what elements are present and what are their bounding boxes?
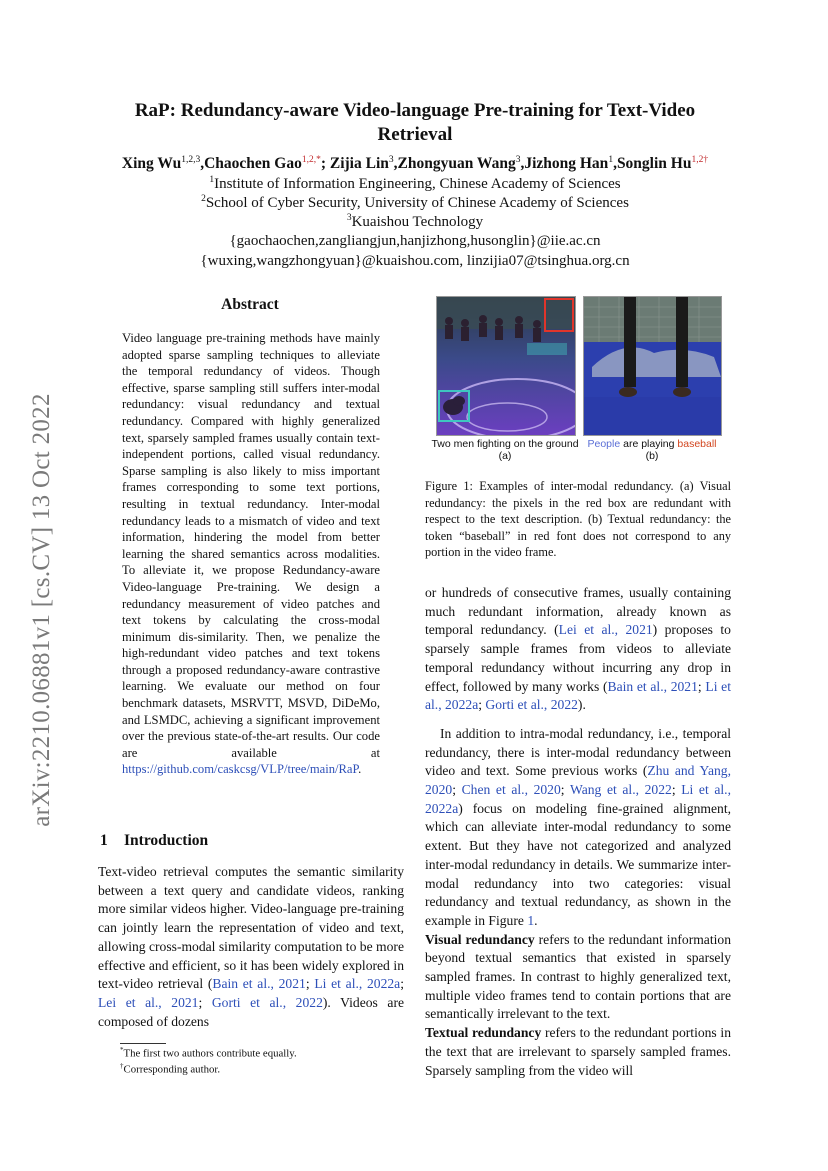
baseball-frame-illustration [584, 297, 721, 435]
citation-link[interactable]: Bain et al., 2021 [212, 976, 306, 992]
affil-text: Institute of Information Engineering, Chinese Academy of Sciences [214, 176, 621, 192]
author-affil-sup[interactable]: 1,2† [691, 155, 709, 165]
footnote-mark: † [120, 1062, 124, 1070]
right-paragraph-2: In addition to intra-modal redundancy, i.e., temporal redundancy, there is inter-modal redundancy between video and text. Some previous works (Zhu and Yang, 2020; Chen et al., 2020; Wang et al., 2022; Li et al., 2022a) focus on modeling fine-grained alignment, which can alleviate inter-modal redundancy to some extent. But they have not categorized and analyzed inter-modal redundancy in details. We summarize inter-modal redundancy into two categories: visual redundancy and textual redundancy, as shown in the example in Figure 1. Visual redundancy refers to the redundant information beyond textual semantics that existed in sparsely sampled frames. In contrast to highly generalized text, multiple video frames tend to contain portions that are semantically irrelevant to the text. Textual redundancy refers to the redundant portions in the text that are irrelevant to sparsely sampled frames. Sparsely sampling from the video will [425, 725, 731, 1078]
affil-sup: 3 [346, 213, 352, 223]
author-name: Chaochen Gao [204, 155, 302, 173]
title-line-2: Retrieval [377, 124, 453, 145]
figure-a-description: Two men fighting on the ground [431, 438, 579, 450]
paper-title [100, 99, 730, 147]
author-name: Jizhong Han [524, 155, 609, 173]
token-people: People [587, 438, 621, 450]
token-baseball: baseball [677, 438, 717, 450]
author-affil-sup: 1 [608, 155, 614, 165]
intro-paragraph: Text-video retrieval computes the semantic similarity between a text query and candidate videos, ranking more similar videos higher. Video-language pre-training can jointly learn the representation of video and text, allowing cross-modal similarity computation to be more effective and efficient, so it has been widely explored in text-video retrieval (Bain et al., 2021; Li et al., 2022a; Lei et al., 2021; Gorti et al., 2022). Videos are composed of dozens [98, 864, 405, 1029]
citation-link[interactable]: Wang et al., 2022 [569, 782, 672, 798]
code-link[interactable]: https://github.com/caskcsg/VLP/tree/main/RaP [122, 762, 359, 777]
abstract-body [122, 330, 380, 778]
section-number: 1 [100, 832, 108, 849]
email-text: {wuxing,wangzhongyuan}@kuaishou.com, linzijia07@tsinghua.org.cn [200, 253, 630, 269]
abstract-heading: Abstract [221, 296, 279, 313]
citation-link[interactable]: Lei et al., 2021 [558, 622, 653, 638]
section-title: Introduction [124, 832, 209, 849]
figure-a-sublabel: (a) [498, 450, 512, 462]
citation-link[interactable]: Li et al., 2022a [314, 976, 401, 992]
author-separator: , [393, 155, 398, 173]
section-heading-introduction [100, 832, 208, 850]
author-affil-sup: 3 [388, 155, 394, 165]
affil-sup: 2 [201, 194, 206, 204]
figure-image-a [436, 296, 576, 436]
author-affil-sup: 3 [515, 155, 521, 165]
citation-link[interactable]: Gorti et al., 2022 [485, 697, 578, 713]
author-separator: , [200, 155, 205, 173]
wrestling-frame-illustration [437, 297, 575, 435]
term-textual-redundancy: Textual redundancy [425, 1025, 542, 1041]
figure-caption: Figure 1: Examples of inter-modal redundancy. (a) Visual redundancy: the pixels in the red box are redundant with respect to the text description. (b) Textual redundancy: the token “baseball” in red font does not correspond to any portion in the video frame. [425, 479, 731, 559]
intro-text: Text-video retrieval computes the semantic similarity between a text query and candidate videos, ranking more similar videos higher. Video-language pre-training can jointly learn the representation of video and text, allowing cross-modal similarity computation to be more effective and efficient, so it has been widely explored in text-video retrieval ( [98, 864, 404, 992]
figure-reference-link[interactable]: 1 [527, 912, 535, 928]
right-paragraph-1: or hundreds of consecutive frames, usually containing much redundant information, already known as temporal redundancy. (Lei et al., 2021) proposes to sparsely sample frames from videos to alleviate temporal redundancy without incurring any drop in effect, followed by many works (Bain et al., 2021; Li et al., 2022a; Gorti et al., 2022). [425, 585, 731, 713]
email-text: {gaochaochen,zangliangjun,hanjizhong,husonglin}@iie.ac.cn [229, 233, 601, 249]
figure-image-b [583, 296, 722, 436]
author-name: Xing Wu [121, 155, 182, 173]
author-name: Zhongyuan Wang [397, 155, 516, 173]
footnote-text: The first two authors contribute equally. [123, 1047, 297, 1060]
affiliation-1 [100, 175, 730, 193]
footnote-text: Corresponding author. [123, 1063, 221, 1076]
token-middle: are playing [620, 438, 678, 450]
author-list [100, 155, 730, 173]
abstract-text: Video language pre-training methods have mainly adopted sparse sampling techniques to alleviate the temporal redundancy of videos. Though effective, sparse sampling still suffers inter-modal redundancy: visual redundancy and textual redundancy. Compared with highly generalized text, sparsely sampled frames usually contain text-independent portions, called visual redundancy. Sparse sampling is also likely to miss important frames corresponding to some text portions, resulting in textual redundancy. Inter-modal redundancy leads to a mismatch of video and text information, hindering the model from better learning the shared semantics across modalities. To alleviate it, we propose Redundancy-aware Video-language Pre-training. We design a redundancy measurement of video patches and text tokens by calculating the cross-modal minimum dis-similarity. Then, we penalize the high-redundant video patches and text tokens through a proposed redundancy-aware contrastive learning. We evaluate our method on four benchmark datasets, MSRVTT, MSVD, DiDeMo, and LSMDC, achieving a significant improvement over the previous state-of-the-art results. Our code are available at [122, 331, 380, 760]
affiliation-2 [100, 194, 730, 212]
affil-sup: 1 [209, 175, 215, 185]
arxiv-id: arXiv:2210.06881v1 [cs.CV] 13 Oct 2022 [28, 393, 55, 827]
author-name: Zijia Lin [329, 155, 389, 173]
author-name: Songlin Hu [616, 155, 692, 173]
affil-text: School of Cyber Security, University of Chinese Academy of Sciences [205, 195, 629, 211]
email-line-1 [100, 233, 730, 250]
arxiv-sidebar [22, 370, 62, 850]
term-visual-redundancy: Visual redundancy [425, 931, 535, 947]
footnote-1 [120, 1046, 297, 1060]
email-line-2 [100, 253, 730, 270]
author-separator: , [613, 155, 617, 173]
author-affil-sup: 1,2,3 [181, 155, 201, 165]
footnote-2 [120, 1062, 220, 1076]
right-column-body [425, 584, 731, 1080]
citation-link[interactable]: Li et al., 2022a [425, 782, 731, 816]
affil-text: Kuaishou Technology [351, 214, 484, 230]
footnote-mark: * [120, 1046, 124, 1054]
figure-label-b [582, 438, 722, 462]
citation-link[interactable]: Gorti et al., 2022 [211, 994, 323, 1010]
title-line-1: RaP: Redundancy-aware Video-language Pre-training for Text-Video [134, 100, 696, 121]
citation-link[interactable]: Zhu and Yang, 2020 [425, 763, 731, 798]
affiliation-3 [100, 213, 730, 231]
author-separator: ; [320, 155, 330, 173]
citation-link[interactable]: Chen et al., 2020 [461, 782, 561, 798]
intro-text-end: ). Videos are composed of dozens [98, 994, 405, 1029]
figure-b-sublabel: (b) [645, 450, 659, 462]
abstract-end: . [358, 762, 362, 777]
author-separator: , [520, 155, 525, 173]
author-affil-sup[interactable]: 1,2,* [301, 155, 321, 165]
figure-label-a [425, 438, 585, 462]
footnote-rule [120, 1043, 166, 1044]
citation-link[interactable]: Lei et al., 2021 [98, 994, 199, 1010]
citation-link[interactable]: Bain et al., 2021 [607, 678, 698, 694]
citation-link[interactable]: Li et al., 2022a [425, 678, 731, 713]
